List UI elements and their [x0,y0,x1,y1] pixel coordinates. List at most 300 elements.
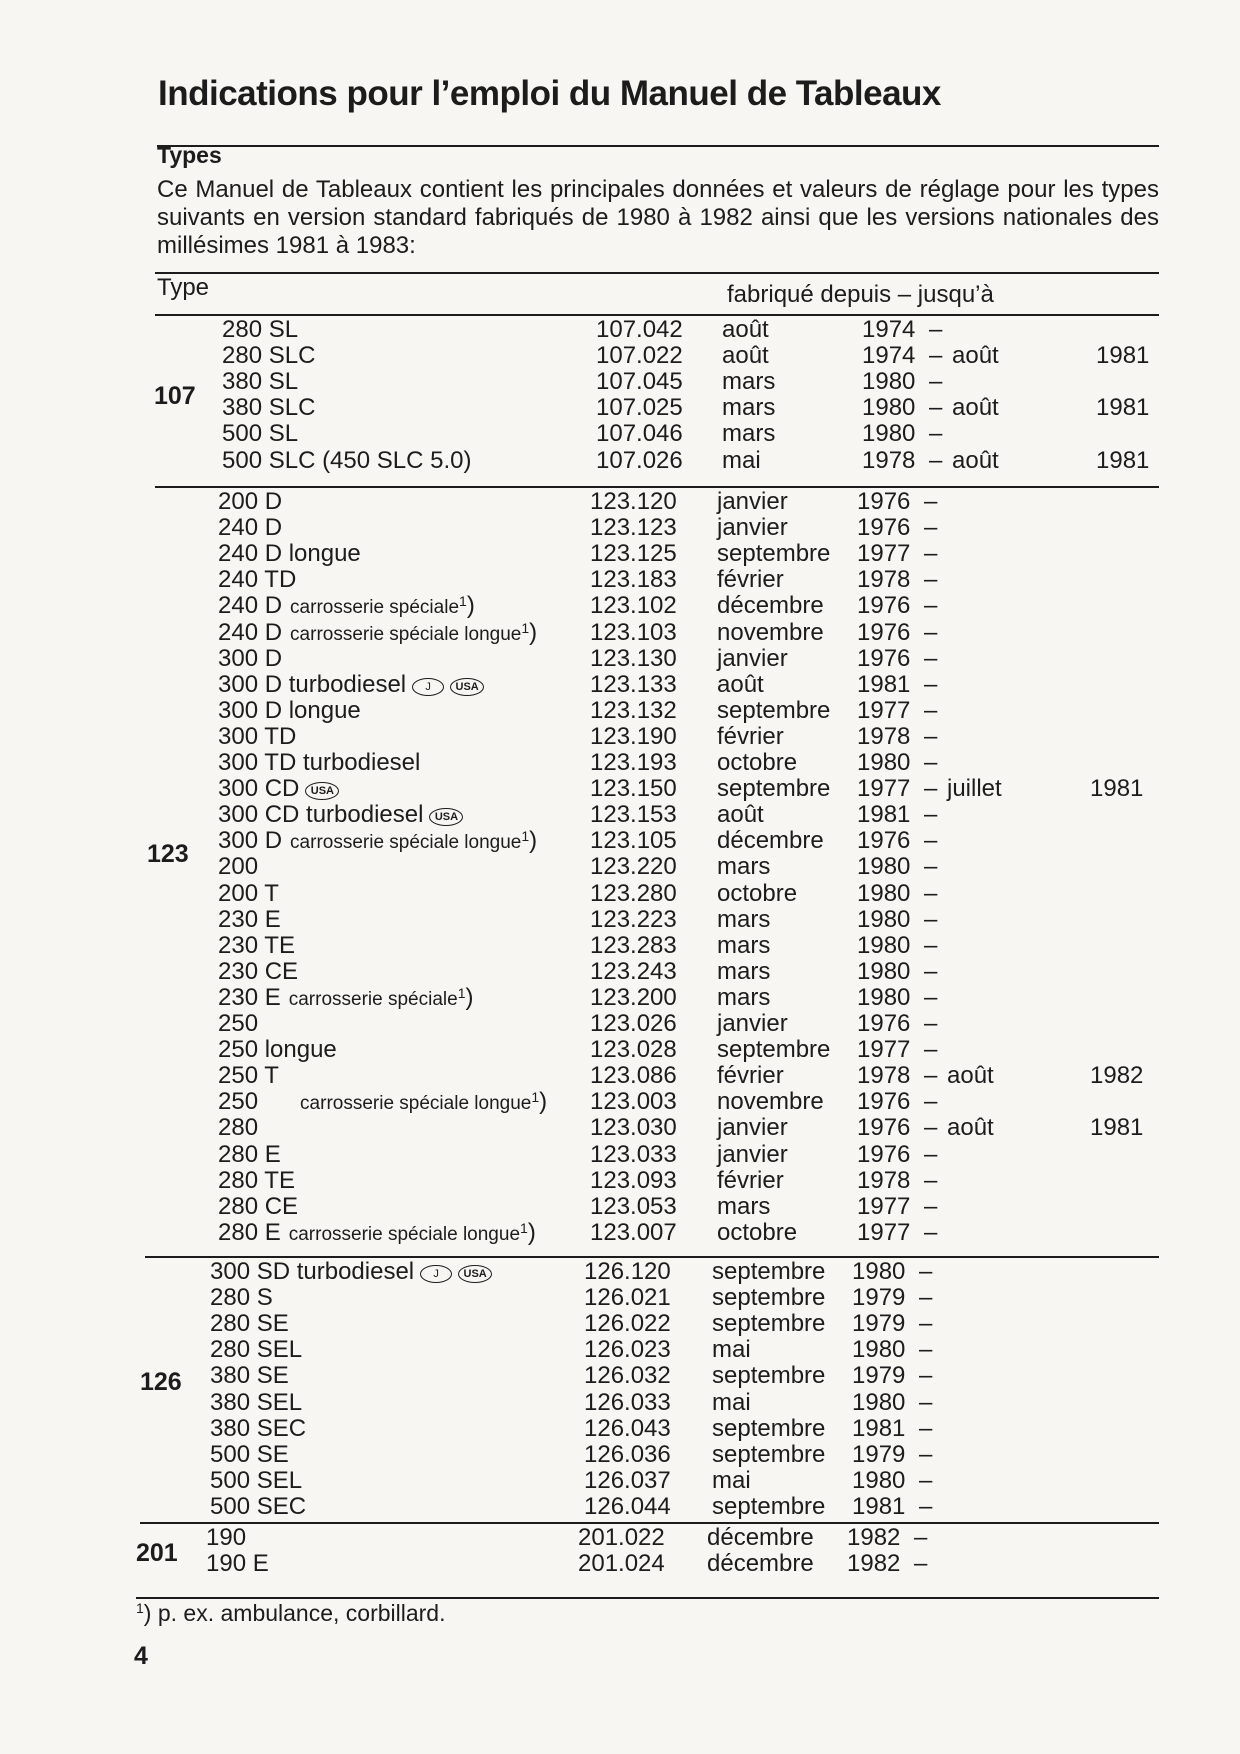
model-text: 300 CD [218,775,300,803]
range-dash: – [929,368,943,396]
table-row [0,1467,1240,1493]
model-text: 240 D longue [218,540,361,568]
table-row [0,958,1240,984]
model-name [222,342,315,370]
from-month: janvier [717,1010,788,1037]
table-row [0,1114,1240,1140]
model-text: 280 E [218,1218,281,1246]
model-text: 250 longue [218,1036,337,1064]
model-text: 300 D longue [218,696,361,724]
from-year: 1981 [857,670,911,698]
from-year: 1977 [857,540,911,568]
from-month: mars [722,394,776,422]
table-row [0,1415,1240,1441]
series-label-201: 201 [136,1539,178,1567]
range-dash: – [924,618,938,646]
table-row [0,420,1240,446]
from-year: 1980 [857,749,911,776]
model-name [218,958,298,986]
model-text: 280 E [218,1140,281,1168]
model-name [218,566,296,594]
type-code: 123.243 [590,957,677,985]
from-month: décembre [717,827,824,855]
from-month: mars [717,983,771,1011]
model-name [210,1441,289,1469]
model-text: 380 SE [210,1362,289,1390]
model-text: 300 TD turbodiesel [218,749,421,776]
model-name [218,880,279,908]
table-top-rule [155,272,1159,274]
model-text: 230 TE [218,931,295,959]
model-name [218,853,258,881]
to-year: 1981 [1090,775,1144,803]
range-dash: – [919,1440,933,1468]
model-name [210,1493,306,1521]
type-code: 123.190 [590,722,677,750]
note-close: ) [529,827,538,855]
model-name [218,488,282,516]
from-year: 1974 [862,342,916,370]
from-year: 1976 [857,514,911,542]
type-code: 201.024 [578,1550,665,1578]
model-text: 240 D [218,618,283,646]
from-month: mars [722,420,776,448]
range-dash: – [919,1492,933,1520]
table-row [0,880,1240,906]
range-dash: – [924,1192,938,1220]
model-name [218,906,281,934]
from-year: 1980 [857,931,911,959]
usa-badge-icon: USA [450,678,484,696]
table-row [0,1258,1240,1284]
table-row [0,801,1240,827]
model-note: carrosserie spéciale longue [300,1093,532,1115]
range-dash: – [914,1550,928,1578]
table-row [0,540,1240,566]
to-month: août [952,446,999,474]
model-text: 240 D [218,514,283,542]
table-row [0,1062,1240,1088]
from-month: mars [717,1192,771,1220]
type-code: 126.044 [584,1492,671,1520]
table-row [0,853,1240,879]
from-month: février [717,566,784,594]
from-year: 1980 [852,1336,906,1364]
type-code: 123.133 [590,670,677,698]
type-code: 123.105 [590,827,677,855]
table-row [0,1550,1240,1576]
table-row [0,368,1240,394]
from-year: 1980 [852,1466,906,1494]
range-dash: – [929,446,943,474]
from-month: février [717,1062,784,1090]
range-dash: – [924,644,938,672]
from-year: 1977 [857,775,911,803]
from-year: 1976 [857,592,911,620]
model-name [218,801,463,829]
type-code: 107.042 [596,316,683,343]
model-text: 200 T [218,879,279,907]
table-row [0,592,1240,618]
model-name [222,368,298,396]
type-code: 107.026 [596,446,683,474]
range-dash: – [924,1062,938,1090]
model-name [218,1219,536,1247]
range-dash: – [919,1362,933,1390]
type-code: 123.125 [590,540,677,568]
table-row [0,1010,1240,1036]
range-dash: – [924,1114,938,1142]
type-code: 126.021 [584,1284,671,1312]
from-month: mai [722,446,761,474]
range-dash: – [924,488,938,515]
type-code: 126.036 [584,1440,671,1468]
table-row [0,1036,1240,1062]
model-text: 280 TE [218,1166,295,1194]
type-code: 126.022 [584,1310,671,1338]
from-month: octobre [717,1218,798,1246]
model-name [218,984,473,1012]
from-year: 1980 [857,957,911,985]
from-year: 1982 [847,1524,901,1551]
from-year: 1980 [862,420,916,448]
range-dash: – [924,696,938,724]
model-name [218,697,361,725]
from-month: septembre [712,1362,826,1390]
model-text: 230 CE [218,957,299,985]
model-text: 230 E [218,905,281,933]
type-code: 123.102 [590,592,677,620]
model-text: 190 [206,1524,247,1551]
from-month: septembre [712,1258,826,1285]
from-year: 1979 [852,1440,906,1468]
from-month: septembre [717,775,831,803]
table-row [0,723,1240,749]
from-month: mai [712,1388,751,1416]
footnote-reference: 1 [520,1219,528,1236]
from-year: 1977 [857,1192,911,1220]
table-row [0,984,1240,1010]
from-month: janvier [717,644,788,672]
model-name [210,1389,302,1417]
model-text: 380 SL [222,368,299,396]
from-month: février [717,722,784,750]
model-name [222,447,471,475]
from-month: décembre [707,1524,814,1551]
from-year: 1980 [852,1258,906,1285]
from-month: septembre [712,1414,826,1442]
from-year: 1976 [857,827,911,855]
model-text: 500 SL [222,420,299,448]
model-text: 240 D [218,592,283,620]
section-heading-types: Types [157,142,222,168]
from-month: septembre [712,1492,826,1520]
to-month: août [947,1114,994,1142]
model-name [210,1310,289,1338]
header-type: Type [157,274,210,301]
from-year: 1979 [852,1284,906,1312]
model-name [218,645,282,673]
from-year: 1977 [857,696,911,724]
model-name [210,1362,289,1390]
table-row [0,342,1240,368]
table-row [0,1389,1240,1415]
type-code: 123.223 [590,905,677,933]
note-close: ) [465,983,474,1011]
range-dash: – [924,1088,938,1116]
type-code: 201.022 [578,1524,665,1551]
from-month: janvier [717,488,788,515]
from-year: 1978 [857,1166,911,1194]
page-title: Indications pour l’emploi du Manuel de Tableaux [158,74,941,113]
model-text: 280 [218,1114,259,1142]
from-month: mars [717,853,771,881]
range-dash: – [929,420,943,448]
group-separator [136,1597,1159,1599]
type-code: 107.025 [596,394,683,422]
table-row [0,1088,1240,1114]
table-row [0,1441,1240,1467]
model-text: 500 SLC (450 SLC 5.0) [222,446,472,474]
type-code: 107.046 [596,420,683,448]
footnote-text: ) p. ex. ambulance, corbillard. [143,1600,446,1626]
type-code: 123.130 [590,644,677,672]
type-code: 123.193 [590,749,677,776]
type-code: 123.033 [590,1140,677,1168]
note-close: ) [539,1088,548,1116]
range-dash: – [924,722,938,750]
table-row [0,1219,1240,1245]
note-close: ) [529,618,538,646]
table-row [0,932,1240,958]
from-month: janvier [717,514,788,542]
model-note: carrosserie spéciale [288,988,458,1010]
model-text: 280 S [210,1284,273,1312]
from-month: décembre [707,1550,814,1578]
from-year: 1980 [862,394,916,422]
type-code: 126.043 [584,1414,671,1442]
model-text: 250 T [218,1062,279,1090]
range-dash: – [924,514,938,542]
type-code: 123.120 [590,488,677,515]
range-dash: – [924,801,938,829]
range-dash: – [924,983,938,1011]
model-text: 300 D [218,827,283,855]
from-year: 1978 [857,722,911,750]
table-row [0,316,1240,342]
from-month: mai [712,1336,751,1364]
model-text: 250 [218,1010,259,1037]
type-code: 123.086 [590,1062,677,1090]
model-note: carrosserie spéciale [290,597,460,619]
model-text: 280 SE [210,1310,289,1338]
range-dash: – [919,1336,933,1364]
model-name [218,592,475,620]
from-year: 1980 [852,1388,906,1416]
model-text: 500 SEL [210,1466,303,1494]
model-name [218,749,420,777]
from-year: 1980 [857,879,911,907]
type-code: 123.132 [590,696,677,724]
table-row [0,1284,1240,1310]
model-text: 380 SEC [210,1414,307,1442]
type-code: 123.183 [590,566,677,594]
range-dash: – [924,879,938,907]
table-row [0,1310,1240,1336]
footnote-reference: 1 [521,619,530,636]
from-month: août [717,801,764,829]
from-year: 1979 [852,1310,906,1338]
note-close: ) [466,592,475,620]
range-dash: – [929,316,943,343]
page-number: 4 [134,1642,148,1670]
from-year: 1979 [852,1362,906,1390]
model-name [218,1088,547,1116]
table-row [0,1141,1240,1167]
type-code: 126.032 [584,1362,671,1390]
type-code: 123.103 [590,618,677,646]
type-code: 126.023 [584,1336,671,1364]
range-dash: – [924,670,938,698]
range-dash: – [919,1388,933,1416]
model-name [218,1167,295,1195]
from-month: septembre [712,1440,826,1468]
note-close: ) [527,1218,536,1246]
table-row [0,619,1240,645]
type-code: 126.033 [584,1388,671,1416]
from-year: 1976 [857,1088,911,1116]
model-text: 380 SLC [222,394,316,422]
model-name [210,1415,306,1443]
model-text: 240 TD [218,566,297,594]
from-month: septembre [717,540,831,568]
type-code: 107.022 [596,342,683,370]
model-text: 500 SE [210,1440,289,1468]
from-year: 1978 [857,566,911,594]
table-row [0,645,1240,671]
range-dash: – [924,1140,938,1168]
model-name [222,394,315,422]
type-code: 123.283 [590,931,677,959]
table-row [0,1336,1240,1362]
footnote-reference: 1 [531,1089,540,1106]
type-code: 123.150 [590,775,677,803]
type-code: 123.220 [590,853,677,881]
from-year: 1980 [857,853,911,881]
model-name [210,1258,492,1286]
table-row [0,394,1240,420]
model-note: carrosserie spéciale longue [290,832,522,854]
to-year: 1981 [1096,446,1150,474]
model-name [210,1284,273,1312]
from-month: septembre [712,1310,826,1338]
from-year: 1980 [862,368,916,396]
model-text: 280 SEL [210,1336,303,1364]
type-code: 123.153 [590,801,677,829]
usa-badge-icon: USA [429,808,463,826]
range-dash: – [924,566,938,594]
range-dash: – [924,775,938,803]
from-month: décembre [717,592,824,620]
model-text: 230 E [218,983,281,1011]
range-dash: – [924,905,938,933]
from-year: 1976 [857,1114,911,1142]
model-text: 300 TD [218,722,297,750]
footnote-reference: 1 [521,828,530,845]
from-year: 1981 [857,801,911,829]
to-month: juillet [947,775,1002,803]
model-text: 280 SLC [222,342,316,370]
model-name [210,1467,302,1495]
to-month: août [952,394,999,422]
table-row [0,827,1240,853]
from-year: 1982 [847,1550,901,1578]
range-dash: – [919,1414,933,1442]
range-dash: – [924,1036,938,1064]
from-month: novembre [717,1088,824,1116]
model-text: 300 CD turbodiesel [218,801,424,829]
model-name [218,1036,337,1064]
model-name [218,514,282,542]
type-code: 123.093 [590,1166,677,1194]
range-dash: – [924,1218,938,1246]
model-text: 190 E [206,1550,269,1578]
range-dash: – [924,853,938,881]
model-name [218,1193,298,1221]
type-code: 126.120 [584,1258,671,1285]
from-month: septembre [717,696,831,724]
type-code: 107.045 [596,368,683,396]
model-text: 300 SD turbodiesel [210,1258,415,1285]
range-dash: – [914,1524,928,1551]
footnote [136,1600,446,1627]
table-row [0,906,1240,932]
from-month: novembre [717,618,824,646]
model-text: 380 SEL [210,1388,303,1416]
from-year: 1977 [857,1036,911,1064]
table-row [0,775,1240,801]
range-dash: – [924,827,938,855]
from-month: mars [717,957,771,985]
from-year: 1974 [862,316,916,343]
type-code: 123.028 [590,1036,677,1064]
footnote-reference: 1 [459,593,467,610]
from-month: août [722,342,769,370]
table-row [0,1167,1240,1193]
range-dash: – [929,394,943,422]
type-code: 123.007 [590,1218,677,1246]
model-name [206,1524,246,1552]
model-text: 280 CE [218,1192,299,1220]
series-label-123: 123 [147,840,189,868]
table-row [0,1193,1240,1219]
range-dash: – [924,1166,938,1194]
model-name [218,1010,258,1038]
range-dash: – [924,1010,938,1037]
range-dash: – [924,957,938,985]
type-code: 123.123 [590,514,677,542]
type-code: 123.026 [590,1010,677,1037]
series-label-126: 126 [140,1368,182,1396]
from-year: 1978 [862,446,916,474]
type-code: 123.200 [590,983,677,1011]
to-year: 1982 [1090,1062,1144,1090]
from-year: 1976 [857,488,911,515]
footnote-marker: 1 [136,1600,144,1616]
range-dash: – [919,1284,933,1312]
table-row [0,488,1240,514]
from-month: mai [712,1466,751,1494]
